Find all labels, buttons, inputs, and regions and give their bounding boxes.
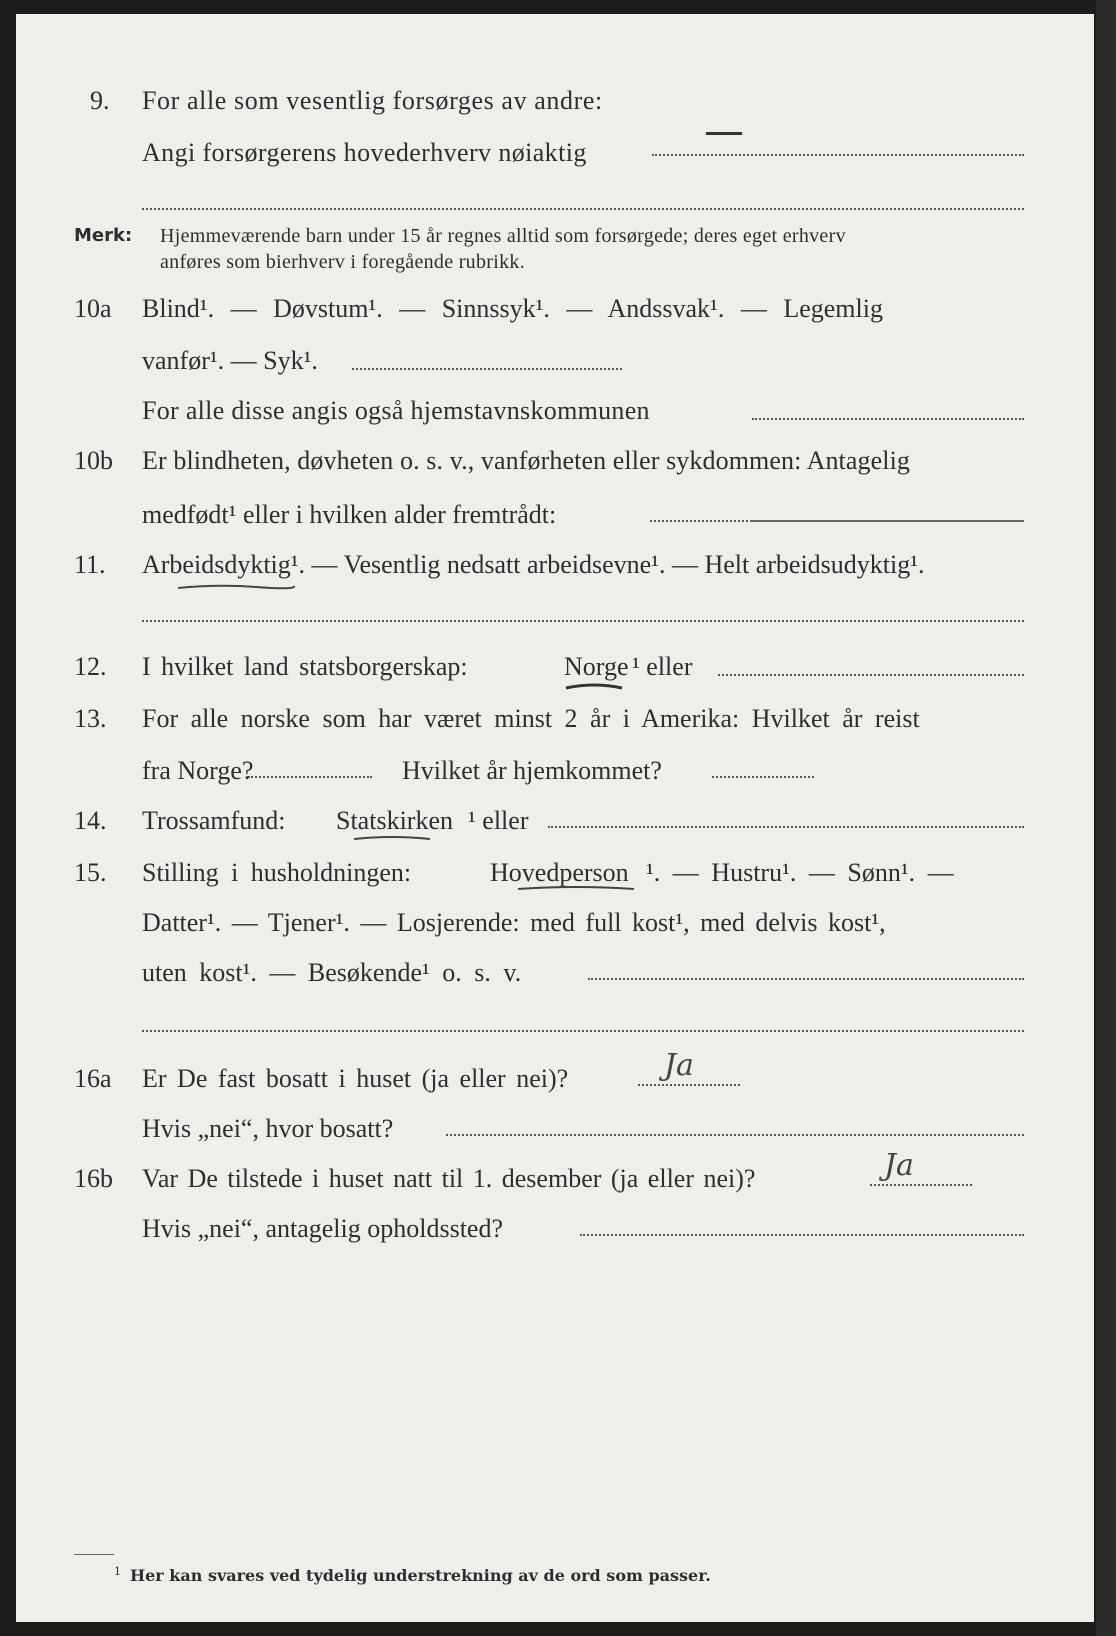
handwritten-underline bbox=[352, 834, 432, 844]
option-norge: Norge bbox=[564, 652, 629, 681]
handwritten-underline bbox=[516, 884, 636, 894]
q13-line2b: Hvilket år hjemkommet? bbox=[402, 756, 662, 785]
item-number: 11. bbox=[74, 550, 106, 579]
q9-line2: Angi forsørgerens hovederhverv nøiaktig bbox=[142, 138, 587, 167]
answer-line bbox=[650, 520, 748, 522]
answer-line bbox=[588, 978, 1024, 980]
q16a-line1: Er De fast bosatt i huset (ja eller nei)? bbox=[142, 1064, 569, 1093]
q10a-line3: For alle disse angis også hjemstavnskommunen bbox=[142, 396, 650, 425]
item-number: 10b bbox=[74, 446, 113, 475]
item-number: 16b bbox=[74, 1164, 113, 1193]
item-number: 16a bbox=[74, 1064, 112, 1093]
q15-line2: Datter¹. — Tjener¹. — Losjerende: med full kost¹, med delvis kost¹, bbox=[142, 908, 886, 937]
q14-label: Trossamfund: bbox=[142, 806, 286, 835]
answer-line bbox=[446, 1134, 1024, 1136]
footnote-rule bbox=[74, 1554, 114, 1555]
q16a-line2: Hvis „nei“, hvor bosatt? bbox=[142, 1114, 394, 1143]
item-number: 15. bbox=[74, 858, 107, 887]
option-arbeidsdyktig: Arbeidsdyktig bbox=[142, 550, 291, 579]
q13-line1: For alle norske som har været minst 2 år i Amerika: Hvilket år reist bbox=[142, 704, 920, 733]
q14-eller: ¹ eller bbox=[468, 806, 529, 835]
q15-label: Stilling i husholdningen: bbox=[142, 858, 412, 887]
answer-line bbox=[142, 620, 1024, 622]
answer-line bbox=[142, 1030, 1024, 1032]
answer-line bbox=[638, 1084, 740, 1086]
q10a-line1: Blind¹. — Døvstum¹. — Sinnssyk¹. — Andssvak¹. — Legemlig bbox=[142, 294, 883, 323]
q13-line2a: fra Norge? bbox=[142, 756, 254, 785]
option-statskirken: Statskirken bbox=[336, 806, 453, 835]
answer-line bbox=[248, 776, 372, 778]
q10b-line2: medfødt¹ eller i hvilken alder fremtrådt: bbox=[142, 500, 557, 529]
handwritten-underline bbox=[176, 582, 296, 594]
answer-line bbox=[752, 418, 1024, 420]
census-form-page bbox=[16, 14, 1094, 1622]
answer-line bbox=[652, 154, 1024, 156]
q9-line1: For alle som vesentlig forsørges av andre: bbox=[142, 86, 603, 115]
answer-line bbox=[712, 776, 814, 778]
footnote-mark: 1 bbox=[114, 1565, 121, 1578]
merk-line1: Hjemmeværende barn under 15 år regnes alltid som forsørgede; deres eget erhverv bbox=[160, 225, 846, 247]
merk-line2: anføres som bierhverv i foregående rubrikk. bbox=[160, 251, 525, 273]
answer-line bbox=[548, 826, 1024, 828]
q10a-line2: vanfør¹. — Syk¹. bbox=[142, 346, 318, 375]
q12-text: I hvilket land statsborgerskap: bbox=[142, 652, 468, 681]
item-number: 12. bbox=[74, 652, 107, 681]
item-number: 10a bbox=[74, 294, 112, 323]
answer-line bbox=[142, 208, 1024, 210]
q16b-line1: Var De tilstede i huset natt til 1. desember (ja eller nei)? bbox=[142, 1164, 756, 1193]
handwritten-answer: Ja bbox=[664, 1048, 694, 1083]
item-number: 14. bbox=[74, 806, 107, 835]
scan-edge bbox=[1096, 0, 1116, 1636]
merk-label: Merk: bbox=[74, 225, 133, 246]
q15-line1-rest: ¹. — Hustru¹. — Sønn¹. — bbox=[646, 858, 954, 887]
q11-rest: ¹. — Vesentlig nedsatt arbeidsevne¹. — Helt arbeidsudyktig¹. bbox=[290, 550, 925, 579]
q12-eller: ¹ eller bbox=[632, 652, 693, 681]
handwritten-dash bbox=[706, 132, 742, 135]
answer-line bbox=[352, 368, 622, 370]
item-number: 13. bbox=[74, 704, 107, 733]
handwritten-underline bbox=[564, 682, 624, 694]
q15-line3: uten kost¹. — Besøkende¹ o. s. v. bbox=[142, 958, 522, 987]
answer-line bbox=[870, 1184, 972, 1186]
answer-line bbox=[750, 520, 1024, 522]
option-hovedperson: Hovedperson bbox=[490, 858, 629, 887]
answer-line bbox=[718, 674, 1024, 676]
q16b-line2: Hvis „nei“, antagelig opholdssted? bbox=[142, 1214, 504, 1243]
q10b-line1: Er blindheten, døvheten o. s. v., vanførheten eller sykdommen: Antagelig bbox=[142, 446, 910, 475]
answer-line bbox=[580, 1234, 1024, 1236]
q11-line1 bbox=[142, 550, 925, 580]
footnote-text: Her kan svares ved tydelig understrekning av de ord som passer. bbox=[130, 1566, 711, 1585]
handwritten-answer: Ja bbox=[884, 1148, 914, 1183]
item-number: 9. bbox=[90, 86, 110, 115]
